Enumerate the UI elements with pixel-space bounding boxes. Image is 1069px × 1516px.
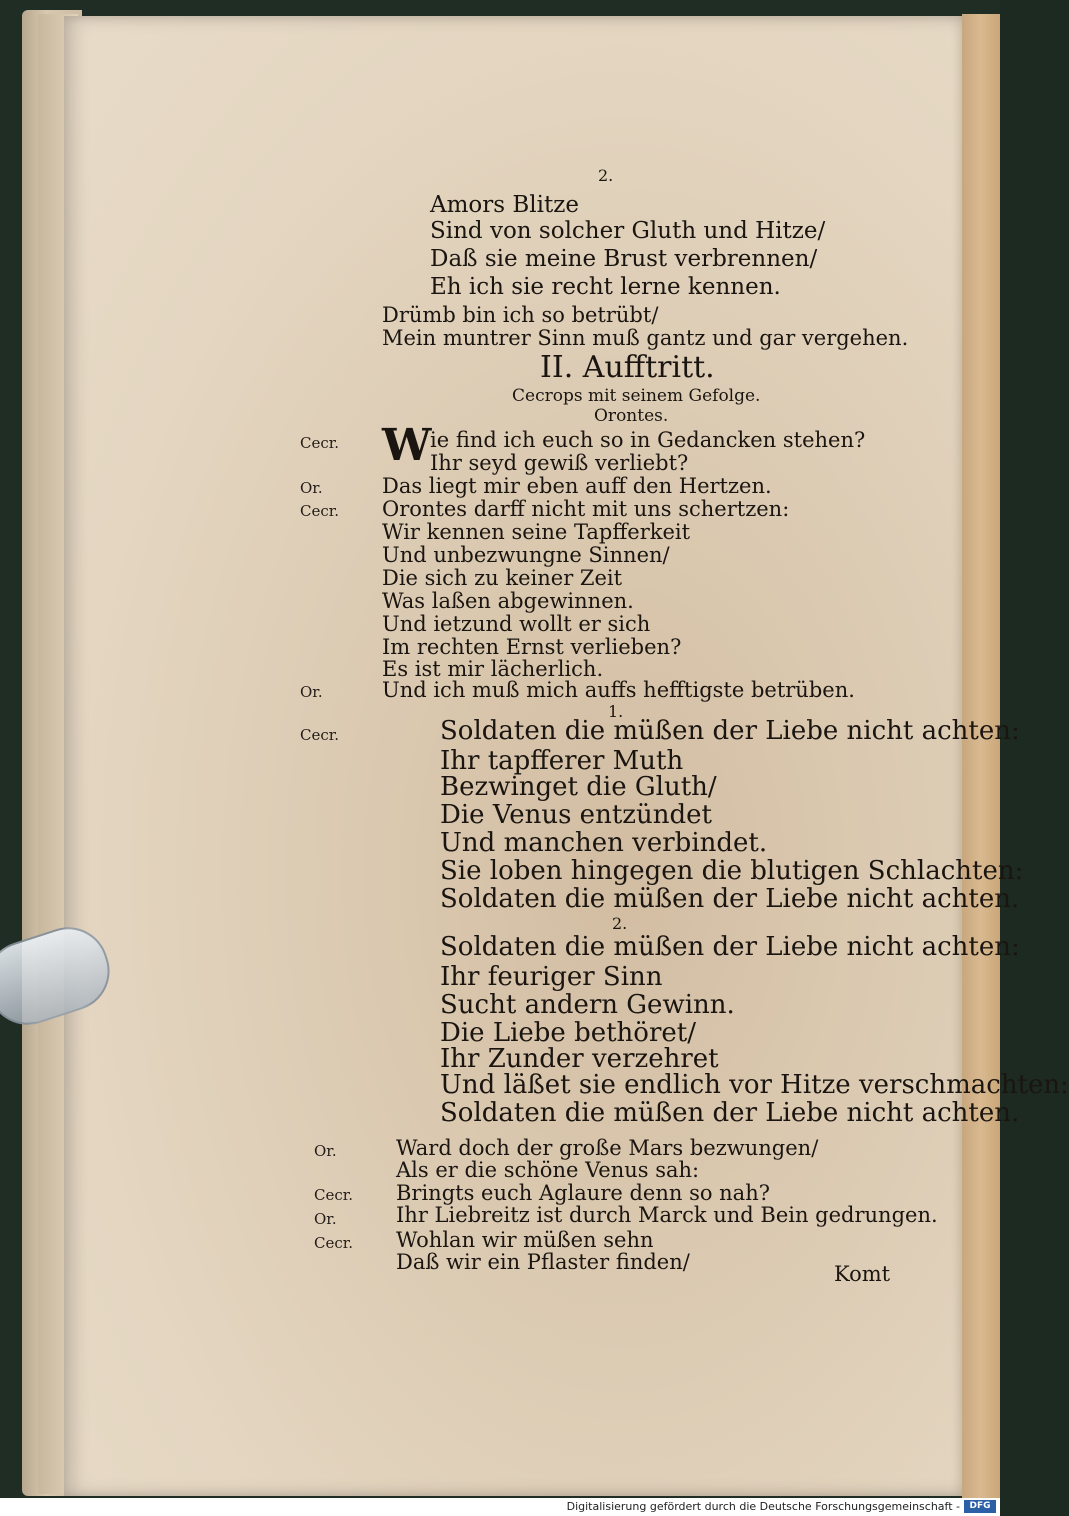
speaker-label: Cecr. [300, 434, 340, 452]
aria-line: Soldaten die müßen der Liebe nicht achten: [440, 716, 1020, 746]
stanza-number: 2. [612, 914, 628, 933]
speaker-label: Cecr. [300, 502, 340, 520]
dialogue-line: Ihr seyd gewiß verliebt? [430, 451, 689, 475]
verse-line: Drümb bin ich so betrübt/ [382, 303, 659, 327]
dfg-logo: DFG [964, 1500, 996, 1513]
facing-page-edge [962, 14, 1000, 1498]
speaker-label: Cecr. [314, 1234, 354, 1252]
verse-line: Daß sie meine Brust verbrennen/ [430, 246, 818, 272]
dialogue-line: Wir kennen seine Tapfferkeit [382, 520, 691, 544]
aria-line: Ihr Zunder verzehret [440, 1044, 719, 1074]
page-number: 2. [598, 166, 614, 185]
aria-line: Ihr feuriger Sinn [440, 962, 663, 992]
dialogue-line: Ihr Liebreitz ist durch Marck und Bein gedrungen. [396, 1203, 938, 1227]
aria-line: Sucht andern Gewinn. [440, 990, 735, 1020]
dialogue-line: Das liegt mir eben auff den Hertzen. [382, 474, 772, 498]
speaker-label: Or. [314, 1142, 337, 1160]
verse-line: Mein muntrer Sinn muß gantz und gar vergehen. [382, 326, 909, 350]
aria-line: Soldaten die müßen der Liebe nicht achten: [440, 932, 1020, 962]
aria-line: Und manchen verbindet. [440, 828, 768, 858]
aria-line: Und läßet sie endlich vor Hitze verschmachten: [440, 1070, 1069, 1100]
aria-line: Soldaten die müßen der Liebe nicht achten. [440, 884, 1020, 914]
aria-line: Die Liebe bethöret/ [440, 1018, 696, 1048]
scene-heading: II. Aufftritt. [540, 350, 715, 385]
dialogue-line: Als er die schöne Venus sah: [396, 1158, 700, 1182]
dialogue-line: Was laßen abgewinnen. [382, 589, 634, 613]
speaker-label: Or. [300, 683, 323, 701]
speaker-label: Cecr. [300, 726, 340, 744]
dialogue-line: Ward doch der große Mars bezwungen/ [396, 1136, 819, 1160]
dialogue-line: Und unbezwungne Sinnen/ [382, 543, 670, 567]
aria-line: Soldaten die müßen der Liebe nicht achten. [440, 1098, 1020, 1128]
speaker-label: Or. [300, 479, 323, 497]
funding-credit: Digitalisierung gefördert durch die Deutsche Forschungsgemeinschaft - [566, 1500, 960, 1513]
dialogue-line: Orontes darff nicht mit uns schertzen: [382, 497, 790, 521]
dialogue-line: Bringts euch Aglaure denn so nah? [396, 1181, 770, 1205]
character-name: Orontes. [594, 406, 669, 426]
dialogue-line: ie find ich euch so in Gedancken stehen? [430, 428, 866, 452]
speaker-label: Cecr. [314, 1186, 354, 1204]
dialogue-line: Die sich zu keiner Zeit [382, 566, 623, 590]
verse-line: Eh ich sie recht lerne kennen. [430, 274, 781, 300]
speaker-label: Or. [314, 1210, 337, 1228]
aria-line: Bezwinget die Gluth/ [440, 772, 717, 802]
dialogue-line: Im rechten Ernst verlieben? [382, 635, 682, 659]
stage-direction: Cecrops mit seinem Gefolge. [512, 386, 761, 406]
footer-bar [0, 1498, 1000, 1516]
dialogue-line: Wohlan wir müßen sehn [396, 1228, 654, 1252]
dialogue-line: Und ich muß mich auffs hefftigste betrüben. [382, 678, 855, 702]
catchword: Komt [834, 1262, 891, 1286]
aria-line: Die Venus entzündet [440, 800, 712, 830]
dialogue-line: Und ietzund wollt er sich [382, 612, 651, 636]
verse-line: Sind von solcher Gluth und Hitze/ [430, 218, 826, 244]
aria-line: Sie loben hingegen die blutigen Schlachten: [440, 856, 1024, 886]
stanza-number: 1. [608, 702, 624, 721]
drop-cap-initial: W [382, 420, 432, 471]
dialogue-line: Es ist mir lächerlich. [382, 657, 604, 681]
verse-line: Amors Blitze [430, 192, 579, 218]
aria-line: Ihr tapfferer Muth [440, 746, 684, 776]
dialogue-line: Daß wir ein Pflaster finden/ [396, 1250, 690, 1274]
